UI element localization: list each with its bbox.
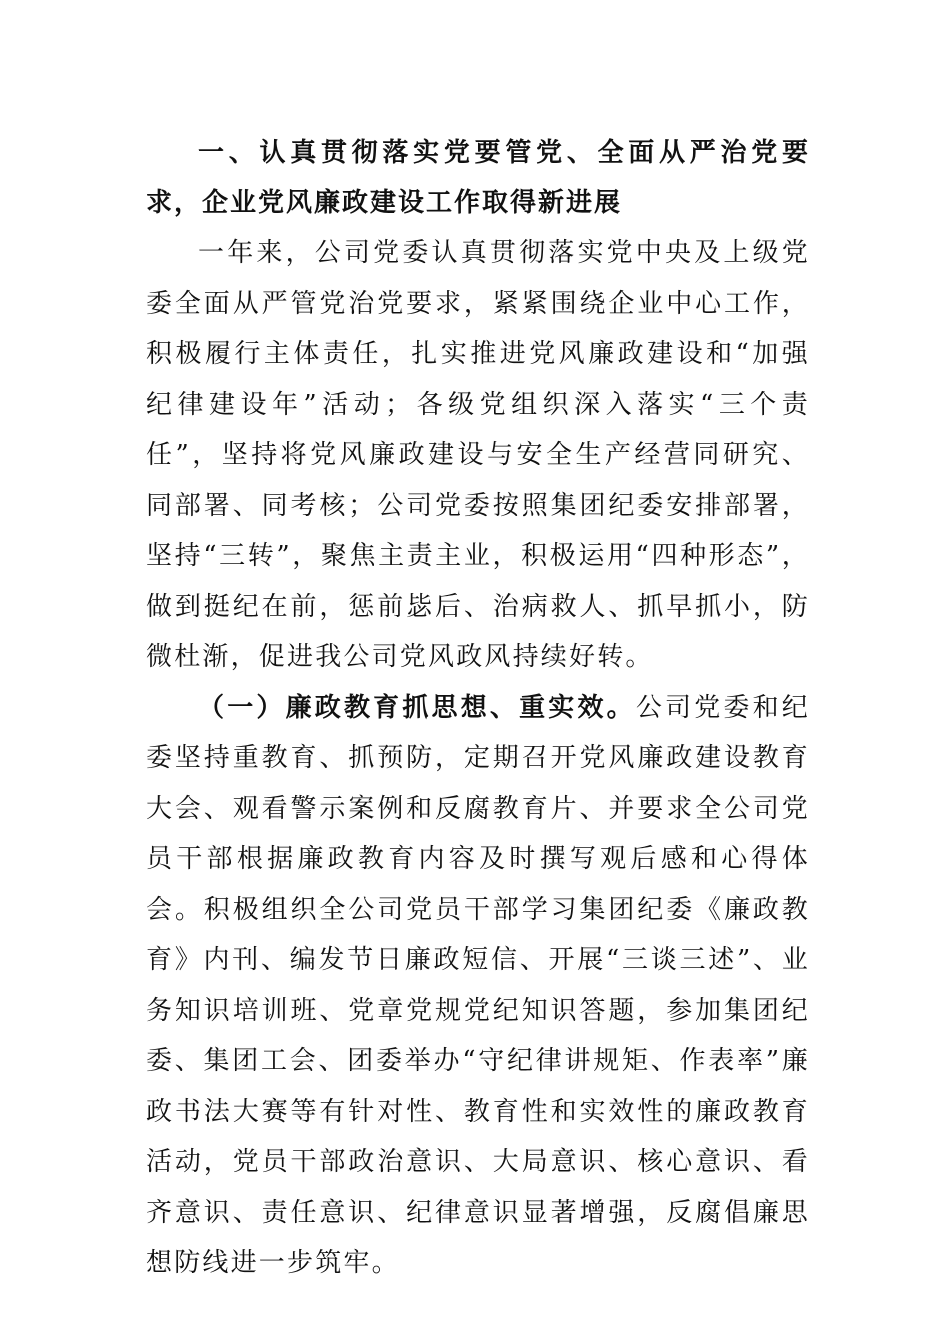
section-1-body: 公司党委和纪委坚持重教育、抓预防，定期召开党风廉政建设教育大会、观看警示案例和反腐教育片、并要求全公司党员干部根据廉政教育内容及时撰写观后感和心得体会。积极组织全公司党员干部学习集团纪委《廉政教育》内刊、编发节日廉政短信、开展“三谈三述”、业务知识培训班、党章党规党纪知识答题，参加集团纪委、集团工会、团委举办“守纪律讲规矩、作表率”廉政书法大赛等有针对性、教育性和实效性的廉政教育活动，党员干部政治意识、大局意识、核心意识、看齐意识、责任意识、纪律意识显著增强，反腐倡廉思想防线进一步筑牢。 [146,692,810,1278]
section-heading: 一、认真贯彻落实党要管党、全面从严治党要求，企业党风廉政建设工作取得新进展 [146,138,810,218]
section-1-paragraph [146,683,810,1289]
intro-paragraph: 一年来，公司党委认真贯彻落实党中央及上级党委全面从严管党治党要求，紧紧围绕企业中心工作，积极履行主体责任，扎实推进党风廉政建设和“加强纪律建设年”活动；各级党组织深入落实“三个责任”，坚持将党风廉政建设与安全生产经营同研究、同部署、同考核；公司党委按照集团纪委安排部署，坚持“三转”，聚焦主责主业，积极运用“四种形态”，做到挺纪在前，惩前毖后、治病救人、抓早抓小，防微杜渐，促进我公司党风政风持续好转。 [146,238,810,672]
section-1-lead: （一）廉政教育抓思想、重实效。 [198,692,636,723]
document-body [146,128,810,1289]
